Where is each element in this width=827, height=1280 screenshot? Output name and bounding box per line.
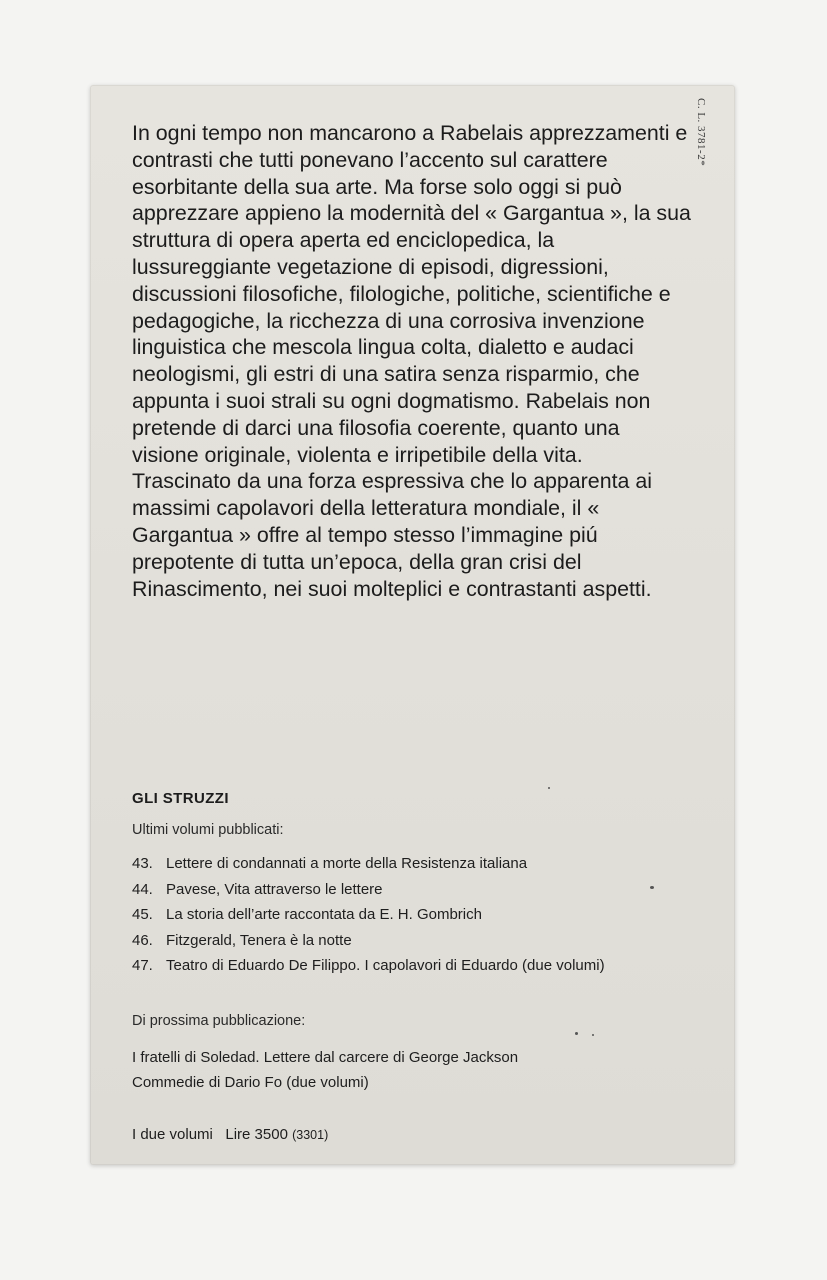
recent-volumes-label: Ultimi volumi pubblicati: bbox=[132, 822, 284, 838]
volume-title: Pavese, Vita attraverso le lettere bbox=[166, 880, 383, 898]
volume-number: 46. bbox=[132, 931, 153, 949]
list-item: I fratelli di Soledad. Lettere dal carcere di George Jackson bbox=[132, 1049, 519, 1066]
list-item bbox=[132, 955, 692, 977]
recent-volumes-list bbox=[132, 853, 692, 981]
paper-speck bbox=[592, 1034, 594, 1036]
volume-title: La storia dell’arte raccontata da E. H. Gombrich bbox=[166, 906, 482, 924]
list-item: Commedie di Dario Fo (due volumi) bbox=[132, 1074, 369, 1091]
list-item bbox=[132, 904, 692, 926]
volume-title: Lettere di condannati a morte della Resistenza italiana bbox=[166, 855, 528, 872]
volume-number: 44. bbox=[132, 880, 153, 898]
volume-number: 45. bbox=[132, 906, 153, 924]
list-item bbox=[132, 853, 692, 875]
price-line bbox=[132, 1126, 328, 1143]
catalog-code: C. L. 3781-2* bbox=[695, 98, 707, 167]
blurb-paragraph: Trascinato da una forza espressiva che lo apparenta ai massimi capolavori della letteratura mondiale, il « Gargantua » offre al tempo stesso l’immagine piú prepotente di tutta un’epoca, della gran crisi del Rinascimento, nei suoi molteplici e contrastanti aspetti. bbox=[132, 469, 653, 601]
paper-speck bbox=[650, 886, 654, 889]
list-item bbox=[132, 879, 692, 901]
price-code: (3301) bbox=[292, 1128, 329, 1142]
list-item bbox=[132, 930, 692, 952]
volume-title: Fitzgerald, Tenera è la notte bbox=[166, 931, 352, 949]
blurb-text bbox=[132, 120, 692, 602]
volume-number: 47. bbox=[132, 957, 153, 975]
price-text: I due volumi Lire 3500 bbox=[132, 1126, 288, 1143]
blurb-paragraph: In ogni tempo non mancarono a Rabelais apprezzamenti e contrasti che tutti ponevano l’accento sul carattere esorbitante della sua arte. Ma forse solo oggi si può apprezzare appieno la modernità del « Gargantua », la sua struttura di opera aperta ed enciclopedica, la lussureggiante vegetazione di episodi, digressioni, discussioni filosofiche, filologiche, politiche, scientifiche e pedagogiche, la ricchezza di una corrosiva invenzione linguistica che mescola lingua colta, dialetto e audaci neologismi, gli estri di una satira senza risparmio, che appunta i suoi strali su ogni dogmatismo. Rabelais non pretende di darci una filosofia coerente, quanto una visione originale, violenta e irripetibile della vita. bbox=[132, 121, 691, 467]
volume-number: 43. bbox=[132, 855, 153, 872]
upcoming-list bbox=[132, 1045, 692, 1095]
series-title: GLI STRUZZI bbox=[132, 790, 229, 807]
paper-speck bbox=[575, 1032, 578, 1035]
paper-speck bbox=[548, 787, 550, 789]
upcoming-label: Di prossima pubblicazione: bbox=[132, 1013, 306, 1029]
volume-title: Teatro di Eduardo De Filippo. I capolavori di Eduardo (due volumi) bbox=[166, 957, 605, 975]
